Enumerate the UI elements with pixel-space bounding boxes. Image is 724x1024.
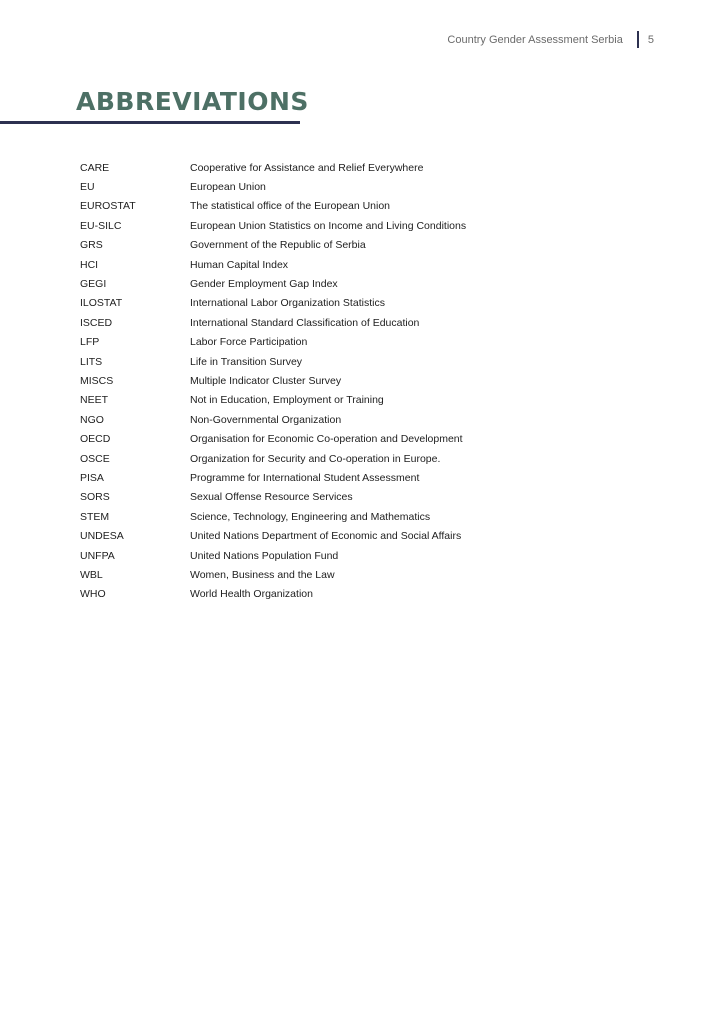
document-title: Country Gender Assessment Serbia <box>447 33 623 46</box>
abbreviation-definition: Women, Business and the Law <box>190 568 335 581</box>
abbreviation-term: NEET <box>80 394 109 407</box>
abbreviation-term: EUROSTAT <box>80 200 136 213</box>
abbreviation-term: WHO <box>80 588 106 601</box>
abbreviation-term: CARE <box>80 161 110 174</box>
abbreviation-definition: International Standard Classification of Education <box>190 316 420 329</box>
abbreviation-row <box>80 313 466 332</box>
abbreviation-definition: Life in Transition Survey <box>190 355 303 368</box>
abbreviation-term: GRS <box>80 239 103 252</box>
abbreviation-definition: Government of the Republic of Serbia <box>190 239 366 252</box>
abbreviation-term: ILOSTAT <box>80 297 123 310</box>
abbreviation-term: UNFPA <box>80 549 115 562</box>
abbreviation-row <box>80 488 466 507</box>
abbreviation-term: LITS <box>80 355 103 368</box>
abbreviation-definition: The statistical office of the European Union <box>190 200 391 213</box>
abbreviation-definition: Not in Education, Employment or Training <box>190 394 384 407</box>
abbreviation-definition: Human Capital Index <box>190 258 289 271</box>
abbreviation-definition: Cooperative for Assistance and Relief Everywhere <box>190 161 424 174</box>
abbreviation-definition: Organisation for Economic Co-operation and Development <box>190 433 463 446</box>
title-underline <box>0 121 300 124</box>
abbreviation-row <box>80 391 466 410</box>
abbreviation-term: STEM <box>80 510 110 523</box>
page-number: 5 <box>647 33 654 46</box>
abbreviation-definition: Labor Force Participation <box>190 336 308 349</box>
abbreviation-row <box>80 294 466 313</box>
abbreviation-definition: European Union <box>190 181 266 194</box>
abbreviation-term: EU <box>80 181 95 194</box>
abbreviation-term: UNDESA <box>80 530 124 543</box>
abbreviation-term: WBL <box>80 568 103 581</box>
abbreviation-row <box>80 449 466 468</box>
abbreviation-row <box>80 236 466 255</box>
header-divider <box>637 31 639 48</box>
abbreviation-row <box>80 197 466 216</box>
abbreviation-term: ISCED <box>80 316 113 329</box>
abbreviation-term: LFP <box>80 336 100 349</box>
abbreviation-row <box>80 565 466 584</box>
abbreviation-row <box>80 333 466 352</box>
abbreviation-term: NGO <box>80 413 104 426</box>
abbreviation-row <box>80 546 466 565</box>
abbreviation-row <box>80 255 466 274</box>
abbreviations-table <box>80 158 466 604</box>
abbreviation-definition: Non-Governmental Organization <box>190 413 342 426</box>
running-header <box>447 31 654 48</box>
page-title: ABBREVIATIONS <box>76 87 309 116</box>
abbreviation-row <box>80 526 466 545</box>
abbreviation-definition: World Health Organization <box>190 588 313 601</box>
abbreviation-term: SORS <box>80 491 110 504</box>
abbreviation-term: HCI <box>80 258 99 271</box>
abbreviations-list <box>80 158 466 604</box>
abbreviation-definition: Multiple Indicator Cluster Survey <box>190 374 342 387</box>
abbreviation-definition: International Labor Organization Statistics <box>190 297 385 310</box>
abbreviation-term: PISA <box>80 471 104 484</box>
abbreviation-definition: Sexual Offense Resource Services <box>190 491 353 504</box>
abbreviation-row <box>80 352 466 371</box>
abbreviation-definition: United Nations Population Fund <box>190 549 339 562</box>
abbreviation-term: OECD <box>80 433 111 446</box>
abbreviation-row <box>80 585 466 604</box>
abbreviation-term: GEGI <box>80 278 107 291</box>
abbreviation-definition: Organization for Security and Co-operation in Europe. <box>190 452 441 465</box>
abbreviation-row <box>80 371 466 390</box>
abbreviation-row <box>80 158 466 177</box>
abbreviation-definition: Gender Employment Gap Index <box>190 278 338 291</box>
abbreviation-row <box>80 274 466 293</box>
abbreviation-term: MISCS <box>80 374 114 387</box>
abbreviation-row <box>80 429 466 448</box>
abbreviation-definition: Programme for International Student Assessment <box>190 471 420 484</box>
abbreviation-definition: United Nations Department of Economic and Social Affairs <box>190 530 462 543</box>
abbreviation-term: EU-SILC <box>80 219 122 232</box>
abbreviation-row <box>80 216 466 235</box>
abbreviation-row <box>80 507 466 526</box>
abbreviation-definition: European Union Statistics on Income and Living Conditions <box>190 219 467 232</box>
abbreviation-row <box>80 410 466 429</box>
abbreviation-row <box>80 468 466 487</box>
abbreviation-row <box>80 177 466 196</box>
abbreviation-term: OSCE <box>80 452 110 465</box>
abbreviation-definition: Science, Technology, Engineering and Mathematics <box>190 510 431 523</box>
